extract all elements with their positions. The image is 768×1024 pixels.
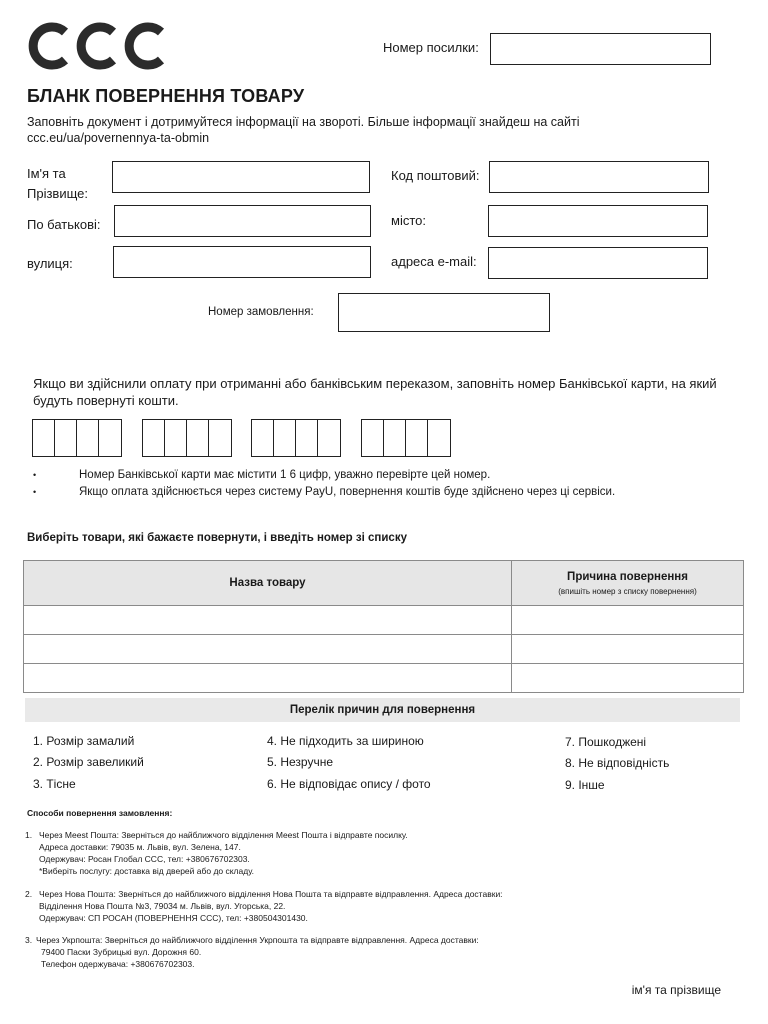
table-row [24, 606, 744, 635]
method-line: Через Укрпошта: Зверніться до найближчого відділення Укрпошта та відправте відправлення. Адреса доставки: [36, 935, 479, 945]
card-digit-cell[interactable] [318, 420, 340, 456]
reasons-list-title: Перелік причин для повернення [25, 698, 740, 722]
goods-table-header [24, 561, 744, 606]
col-header-return-reason [512, 561, 744, 606]
card-note-bullet-2: • Якщо оплата здійснюється через систему PayU, повернення коштів буде здійснено через ці сервіси. [33, 484, 615, 501]
goods-section-title: Виберіть товари, які бажаєте повернути, і введіть номер зі списку [27, 532, 407, 544]
card-digit-group-3[interactable] [251, 419, 341, 457]
method-line: Телефон одержувача: +380676702303. [41, 959, 195, 969]
return-method-meest [25, 829, 408, 877]
intro-link[interactable]: ccc.eu/ua/povernennya-ta-obmin [27, 131, 210, 145]
product-name-header-text: Назва товару [229, 577, 306, 589]
parcel-number-label: Номер посилки: [383, 40, 479, 55]
return-reason-cell[interactable] [512, 606, 744, 635]
card-digit-cell[interactable] [428, 420, 450, 456]
card-digit-group-4[interactable] [361, 419, 451, 457]
card-digit-cell[interactable] [187, 420, 209, 456]
card-digit-cell[interactable] [252, 420, 274, 456]
ccc-logo [27, 22, 167, 70]
reason-item-2: 2. Розмір завеликий [33, 755, 144, 769]
card-digit-cell[interactable] [296, 420, 318, 456]
return-method-ukrposhta [25, 934, 479, 970]
card-digit-cell[interactable] [55, 420, 77, 456]
city-field[interactable] [488, 205, 708, 237]
card-digit-cell[interactable] [99, 420, 121, 456]
product-name-cell[interactable] [24, 664, 512, 693]
reason-item-7: 7. Пошкоджені [565, 735, 647, 749]
name-field[interactable] [112, 161, 370, 193]
card-digit-cell[interactable] [362, 420, 384, 456]
method-number: 1. [25, 830, 33, 840]
card-digit-group-2[interactable] [142, 419, 232, 457]
card-digit-cell[interactable] [77, 420, 99, 456]
method-line: Через Meest Пошта: Зверніться до найближчого відділення Meest Пошта і відправте посилку. [39, 830, 408, 840]
street-label: вулиця: [27, 256, 73, 271]
reason-item-5: 5. Незручне [267, 755, 334, 769]
reason-item-8: 8. Не відповідність [565, 756, 670, 770]
return-method-nova-poshta [25, 888, 503, 924]
return-reason-cell[interactable] [512, 664, 744, 693]
return-methods-title: Способи повернення замовлення: [27, 808, 173, 818]
name-label-line-1: Ім'я та [27, 166, 66, 181]
patronymic-label: По батькові: [27, 217, 101, 232]
postal-code-field[interactable] [489, 161, 709, 193]
return-reason-header-hint: (впишіть номер з списку повернення) [558, 586, 697, 596]
reason-item-4: 4. Не підходить за шириною [267, 734, 424, 748]
method-line: Відділення Нова Пошта №3, 79034 м. Львів, вул. Угорська, 22. [39, 901, 286, 911]
card-digit-group-1[interactable] [32, 419, 122, 457]
card-digit-cell[interactable] [33, 420, 55, 456]
intro-line-1: Заповніть документ і дотримуйтеся інформації на звороті. Більше інформації знайдеш на сайті [27, 115, 580, 129]
card-digit-cell[interactable] [384, 420, 406, 456]
card-digit-cell[interactable] [274, 420, 296, 456]
patronymic-field[interactable] [114, 205, 371, 237]
method-number: 3. [25, 935, 33, 945]
email-label: адреса e-mail: [391, 254, 477, 269]
parcel-number-field[interactable] [490, 33, 711, 65]
card-digit-cell[interactable] [165, 420, 187, 456]
card-note-bullet-1: • Номер Банківської карти має містити 1 6 цифр, уважно перевірте цей номер. [33, 467, 615, 484]
reason-item-9: 9. Інше [565, 778, 605, 792]
email-field[interactable] [488, 247, 708, 279]
goods-table [23, 560, 744, 693]
street-field[interactable] [113, 246, 371, 278]
name-label-line-2: Прізвище: [27, 186, 88, 201]
bank-card-note: Якщо ви здійснили оплату при отриманні або банківським переказом, заповніть номер Банківської карти, на який будуть повернуті кошти. [33, 376, 717, 408]
table-row [24, 664, 744, 693]
method-number: 2. [25, 889, 33, 899]
card-notes-list [33, 467, 615, 501]
card-digit-cell[interactable] [209, 420, 231, 456]
form-title: БЛАНК ПОВЕРНЕННЯ ТОВАРУ [27, 86, 305, 106]
return-reason-cell[interactable] [512, 635, 744, 664]
signature-label: ім'я та прізвище [631, 983, 721, 997]
method-line: Одержувач: СП РОСАН (ПОВЕРНЕННЯ ССС), тел: +380504301430. [39, 913, 308, 923]
col-header-product-name [24, 561, 512, 606]
method-line: Одержувач: Росан Глобал ССС, тел: +380676702303. [39, 854, 250, 864]
reason-item-1: 1. Розмір замалий [33, 734, 135, 748]
name-label [27, 166, 88, 202]
card-digit-cell[interactable] [143, 420, 165, 456]
table-row [24, 635, 744, 664]
form-intro [27, 114, 587, 146]
method-line: Адреса доставки: 79035 м. Львів, вул. Зелена, 147. [39, 842, 241, 852]
method-line: Через Нова Пошта: Зверніться до найближчого відділення Нова Пошта та відправте відправлення. Адреса доставки: [39, 889, 503, 899]
order-number-label: Номер замовлення: [208, 306, 314, 318]
postal-code-label: Код поштовий: [391, 168, 480, 183]
return-reason-header-text: Причина повернення [567, 570, 688, 583]
city-label: місто: [391, 213, 426, 228]
product-name-cell[interactable] [24, 606, 512, 635]
card-digit-cell[interactable] [406, 420, 428, 456]
method-line: 79400 Паски Зубрицькі вул. Дорожня 60. [41, 947, 202, 957]
reason-item-3: 3. Тісне [33, 777, 76, 791]
reason-item-6: 6. Не відповідає опису / фото [267, 777, 431, 791]
order-number-field[interactable] [338, 293, 550, 332]
method-line: *Виберіть послугу: доставка від дверей або до складу. [39, 866, 254, 876]
product-name-cell[interactable] [24, 635, 512, 664]
